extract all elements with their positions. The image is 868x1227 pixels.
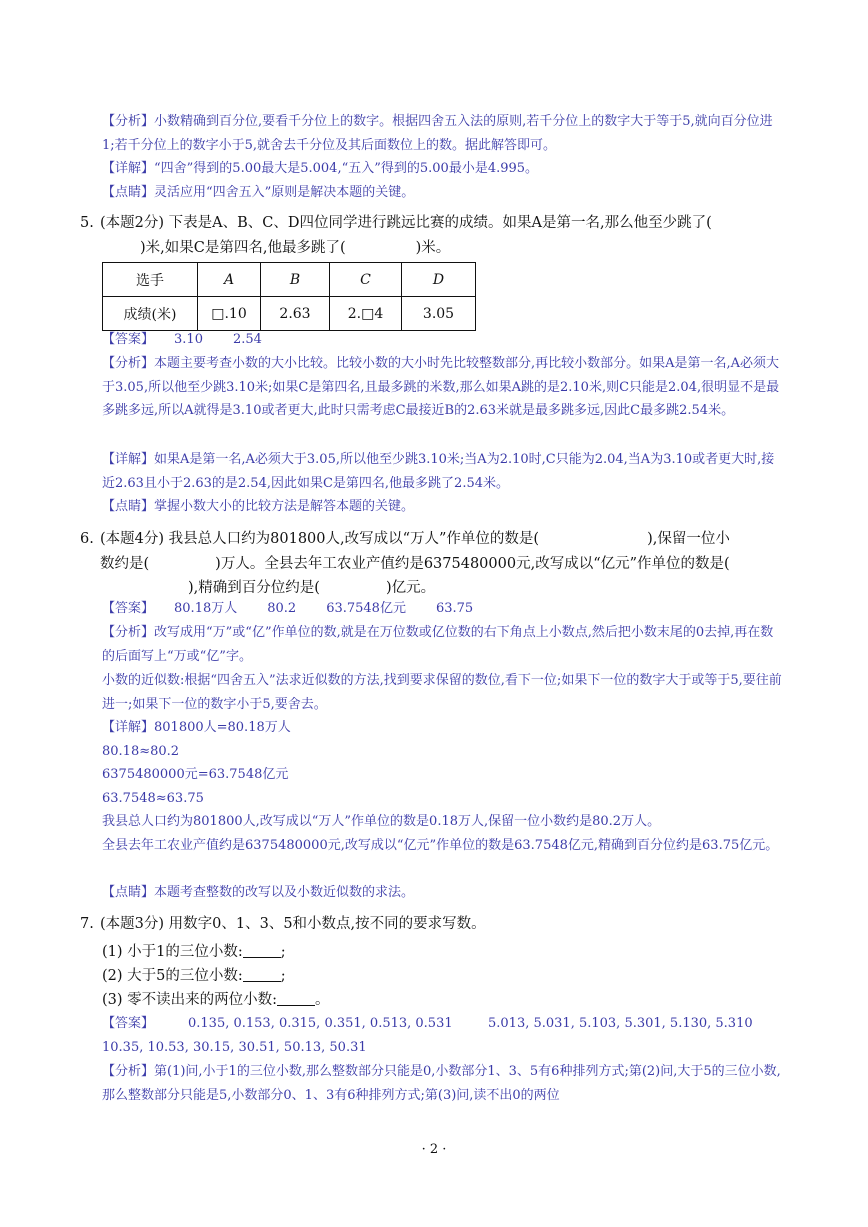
answer-value: 63.7548亿元 [326,601,406,616]
q6-stem-5: ),精确到百分位约是( [188,580,320,596]
header-cell: A [198,263,261,297]
row-cell: 3.05 [402,297,476,331]
q6-stem [80,527,780,601]
answer-tag: 【答案】 [102,332,155,347]
q6-detail-3: 6375480000元=63.7548亿元 [102,767,289,782]
q6-tip: 【点睛】本题考查整数的改写以及小数近似数的求法。 [102,885,415,900]
q6-stem-6: )亿元。 [385,580,436,596]
page-number: · 2 · [421,1142,447,1157]
q5-tip: 【点睛】掌握小数大小的比较方法是解答本题的关键。 [102,499,415,514]
q5-detail: 【详解】如果A是第一名,A必须大于3.05,所以他至少跳3.10米;当A为2.10时,C只能为2.04,当A为3.10或者更大时,接近2.63且小于2.63的是2.54,因此如果C是第四名,他最多跳了2.54米。 [102,452,775,491]
answer-value: 0.135, 0.153, 0.315, 0.351, 0.513, 0.531 [188,1016,453,1031]
q7-sub-3 [102,988,330,1009]
answer-tag: 【答案】 [102,601,155,616]
q6-answer [102,597,782,621]
score-table-header [103,263,476,297]
answer-tag: 【答案】 [102,1016,155,1031]
header-cell: 选手 [103,263,198,297]
q6-stem-2: ),保留一位小 [647,531,730,547]
answer-blank [243,967,281,982]
q5-stem-1: (本题2分) 下表是A、B、C、D四位同学进行跳远比赛的成绩。如果A是第一名,那么他至少跳了( [100,215,712,231]
answer-value: 80.2 [267,601,297,616]
q6-detail-5: 我县总人口约为801800人,改写成以“万人”作单位的数是0.18万人,保留一位小数约是80.2万人。 [102,814,661,829]
row-cell: 2.63 [261,297,330,331]
q5-answer [102,328,782,352]
row-cell: □.10 [198,297,261,331]
q7-sub-1 [102,940,286,961]
header-cell: B [261,263,330,297]
q7-number: 7. [80,916,94,932]
q6-detail-6: 全县去年工农业产值约是6375480000元,改写成以“亿元”作单位的数是63.7548亿元,精确到百分位约是63.75亿元。 [102,838,779,853]
q6-stem-4: )万人。全县去年工农业产值约是6375480000元,改写成以“亿元”作单位的数是( [215,555,730,572]
q6-stem-3: 数约是( [100,555,150,572]
row-cell: 成绩(米) [103,297,198,331]
q7-sub-2 [102,964,286,985]
q7-stem-text: (本题3分) 用数字0、1、3、5和小数点,按不同的要求写数。 [100,916,486,932]
answer-value: 10.35, 10.53, 30.15, 30.51, 50.13, 50.31 [102,1039,367,1055]
q5-stem-2: )米,如果C是第四名,他最多跳了( [140,239,346,256]
q5-stem-3: )米。 [415,239,451,256]
q7-sub-2-label: (2) 大于5的三位小数: [102,968,243,984]
q7-sub-3-end: 。 [315,992,330,1008]
q5-stem [80,211,780,260]
row-cell: 2.□4 [330,297,402,331]
q6-analysis-1: 【分析】改写成用“万”或“亿”作单位的数,就是在万位数或亿位数的右下角点上小数点,然后把小数末尾的0去掉,再在数的后面写上“万或“亿”字。 [102,625,774,664]
answer-blank [243,943,281,958]
q7-sub-3-label: (3) 零不读出来的两位小数: [102,992,278,1008]
q5-analysis: 【分析】本题主要考查小数的大小比较。比较小数的大小时先比较整数部分,再比较小数部分。如果A是第一名,A必须大于3.05,所以他至少跳3.10米;如果C是第四名,且最多跳的米数,那么如果A跳的是2.10米,则C只能是2.04,很明显不是最多跳多远,所以A就得是3.10或者更大,此时只需考虑C最接近B的2.63米就是最多跳多远,因此C最多跳2.54米。 [102,356,780,419]
q7-analysis: 【分析】第(1)问,小于1的三位小数,那么整数部分只能是0,小数部分1、3、5有6种排列方式;第(2)问,大于5的三位小数,那么整数部分只能是5,小数部分0、1、3有6种排列方式;第(3)问,读不出0的两位 [102,1064,781,1103]
answer-value: 63.75 [435,601,474,616]
q7-stem [80,912,780,937]
answer-value: 5.013, 5.031, 5.103, 5.301, 5.130, 5.310 [488,1016,753,1031]
header-cell: D [402,263,476,297]
score-table-row [103,297,476,331]
q7-sub-1-label: (1) 小于1的三位小数: [102,944,243,960]
score-table [102,262,476,331]
header-cell: C [330,263,402,297]
q4-analysis: 【分析】小数精确到百分位,要看千分位上的数字。根据四舍五入法的原则,若千分位上的数字大于等于5,就向百分位进1;若千分位上的数字小于5,就舍去千分位及其后面数位上的数。据此解答即可。 [102,114,773,153]
answer-value: 3.10 [174,332,203,347]
q6-detail-1: 【详解】801800人=80.18万人 [102,720,291,735]
q7-sub-2-end: ; [280,968,286,984]
q7-answer [102,1012,782,1059]
q4-tip: 【点睛】灵活应用“四舍五入”原则是解决本题的关键。 [102,185,415,200]
q7-sub-1-end: ; [280,944,286,960]
q5-number: 5. [80,215,94,231]
answer-blank [277,991,315,1006]
q6-detail-4: 63.7548≈63.75 [102,791,204,806]
q6-stem-1: (本题4分) 我县总人口约为801800人,改写成以“万人”作单位的数是( [100,531,540,547]
q4-detail: 【详解】“四舍”得到的5.00最大是5.004,“五入”得到的5.00最小是4.995。 [102,161,539,176]
answer-value: 2.54 [232,332,262,347]
answer-value: 80.18万人 [174,601,238,616]
q6-analysis-2: 小数的近似数:根据“四舍五入”法求近似数的方法,找到要求保留的数位,看下一位;如果下一位的数字大于或等于5,要往前进一;如果下一位的数字小于5,要舍去。 [102,673,782,712]
q6-detail-2: 80.18≈80.2 [102,744,180,759]
q6-number: 6. [80,531,94,547]
